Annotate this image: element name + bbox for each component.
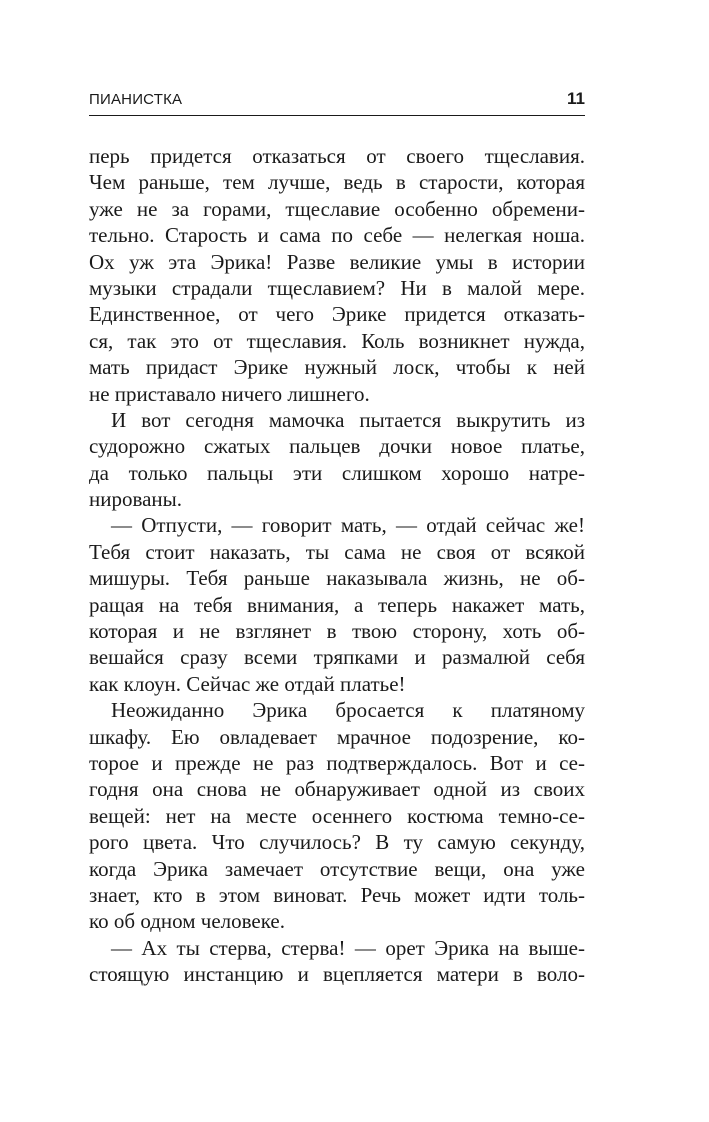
text-line: — Ах ты стерва, стерва! — орет Эрика на выше- (111, 935, 585, 960)
text-line: И вот сегодня мамочка пытается выкрутить из (111, 407, 585, 432)
text-line: вещей: нет на месте осеннего костюма темно-се- (89, 803, 585, 828)
text-line: Единственное, от чего Эрике придется отказать- (89, 302, 585, 327)
text-line: перь придется отказаться от своего тщеславия. (89, 144, 585, 168)
text-line: как клоун. Сейчас же отдай платье! (89, 671, 406, 696)
text-line: годня она снова не обнаруживает одной из своих (89, 777, 585, 802)
text-line: — Отпусти, — говорит мать, — отдай сейчас же! (111, 513, 585, 538)
text-line: Чем раньше, тем лучше, ведь в старости, которая (89, 170, 585, 195)
text-line: когда Эрика замечает отсутствие вещи, она уже (89, 856, 585, 881)
body-text (89, 143, 585, 988)
text-line: знает, кто в этом виноват. Речь может идти толь- (89, 882, 585, 907)
text-line: музыки страдали тщеславием? Ни в малой мере. (89, 275, 585, 300)
text-line: рого цвета. Что случилось? В ту самую секунду, (89, 830, 585, 855)
running-title: ПИАНИСТКА (89, 91, 183, 108)
page-number: 11 (567, 89, 585, 108)
text-line: Неожиданно Эрика бросается к платяному (111, 698, 585, 723)
text-line: торое и прежде не раз подтверждалось. Вот и се- (89, 750, 585, 775)
running-header (89, 89, 585, 116)
text-line: стоящую инстанцию и вцепляется матери в воло- (89, 962, 585, 987)
text-line: тельно. Старость и сама по себе — нелегкая ноша. (89, 223, 585, 248)
text-line: уже не за горами, тщеславие особенно обремени- (89, 196, 585, 221)
text-line: вешайся сразу всеми тряпками и размалюй себя (89, 645, 585, 670)
text-line: судорожно сжатых пальцев дочки новое платье, (89, 434, 585, 459)
text-line: Тебя стоит наказать, ты сама не своя от всякой (89, 539, 585, 564)
text-line: нированы. (89, 487, 183, 512)
text-line: которая и не взглянет в твою сторону, хоть об- (89, 619, 585, 644)
text-line: да только пальцы эти слишком хорошо натре- (89, 460, 585, 485)
text-line: ко об одном человеке. (89, 909, 286, 934)
text-line: мишуры. Тебя раньше наказывала жизнь, не об- (89, 566, 585, 591)
text-line: Ох уж эта Эрика! Разве великие умы в истории (89, 249, 585, 274)
text-line: не приставало ничего лишнего. (89, 381, 370, 406)
text-line: шкафу. Ею овладевает мрачное подозрение, ко- (89, 724, 585, 749)
text-line: ся, так это от тщеславия. Коль возникнет нужда, (89, 328, 585, 353)
text-line: ращая на тебя внимания, а теперь накажет мать, (89, 592, 585, 617)
text-line: мать придаст Эрике нужный лоск, чтобы к ней (89, 355, 585, 380)
